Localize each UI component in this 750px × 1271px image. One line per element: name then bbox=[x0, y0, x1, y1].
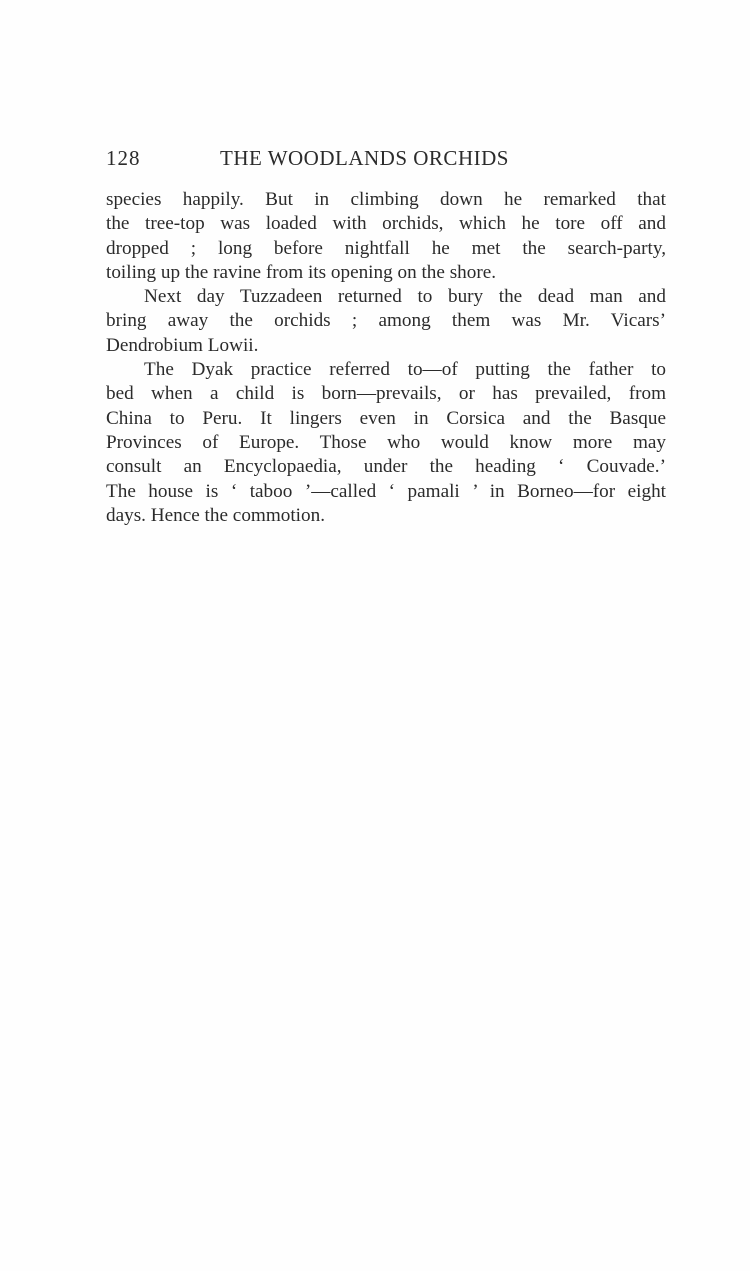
text-line: China to Peru. It lingers even in Corsica and the Basque bbox=[106, 407, 666, 429]
paragraph-3 bbox=[106, 358, 666, 528]
text-line: consult an Encyclopaedia, under the heading ‘ Couvade.’ bbox=[106, 456, 666, 478]
text-line: Provinces of Europe. Those who would know more may bbox=[106, 431, 666, 453]
text-line: The Dyak practice referred to—of putting the father to bbox=[144, 359, 666, 381]
running-head bbox=[106, 146, 666, 176]
text-line: Next day Tuzzadeen returned to bury the dead man and bbox=[144, 286, 666, 308]
text-line: bring away the orchids ; among them was Mr. Vicars’ bbox=[106, 310, 666, 332]
paragraph-2 bbox=[106, 285, 666, 358]
text-line: bed when a child is born—prevails, or has prevailed, from bbox=[106, 383, 666, 405]
text-line: the tree-top was loaded with orchids, which he tore off and bbox=[106, 213, 666, 235]
text-line: toiling up the ravine from its opening on the shore. bbox=[106, 261, 497, 283]
page-number: 128 bbox=[106, 146, 141, 170]
text-line: days. Hence the commotion. bbox=[106, 504, 325, 526]
text-line: species happily. But in climbing down he remarked that bbox=[106, 189, 666, 210]
paragraph-1 bbox=[106, 188, 666, 285]
running-title: THE WOODLANDS ORCHIDS bbox=[220, 146, 509, 170]
text-line: Dendrobium Lowii. bbox=[106, 334, 259, 356]
text-line: dropped ; long before nightfall he met the search-party, bbox=[106, 237, 666, 259]
body-text bbox=[106, 188, 666, 528]
text-line: The house is ‘ taboo ’—called ‘ pamali ’ in Borneo—for eight bbox=[106, 480, 666, 502]
